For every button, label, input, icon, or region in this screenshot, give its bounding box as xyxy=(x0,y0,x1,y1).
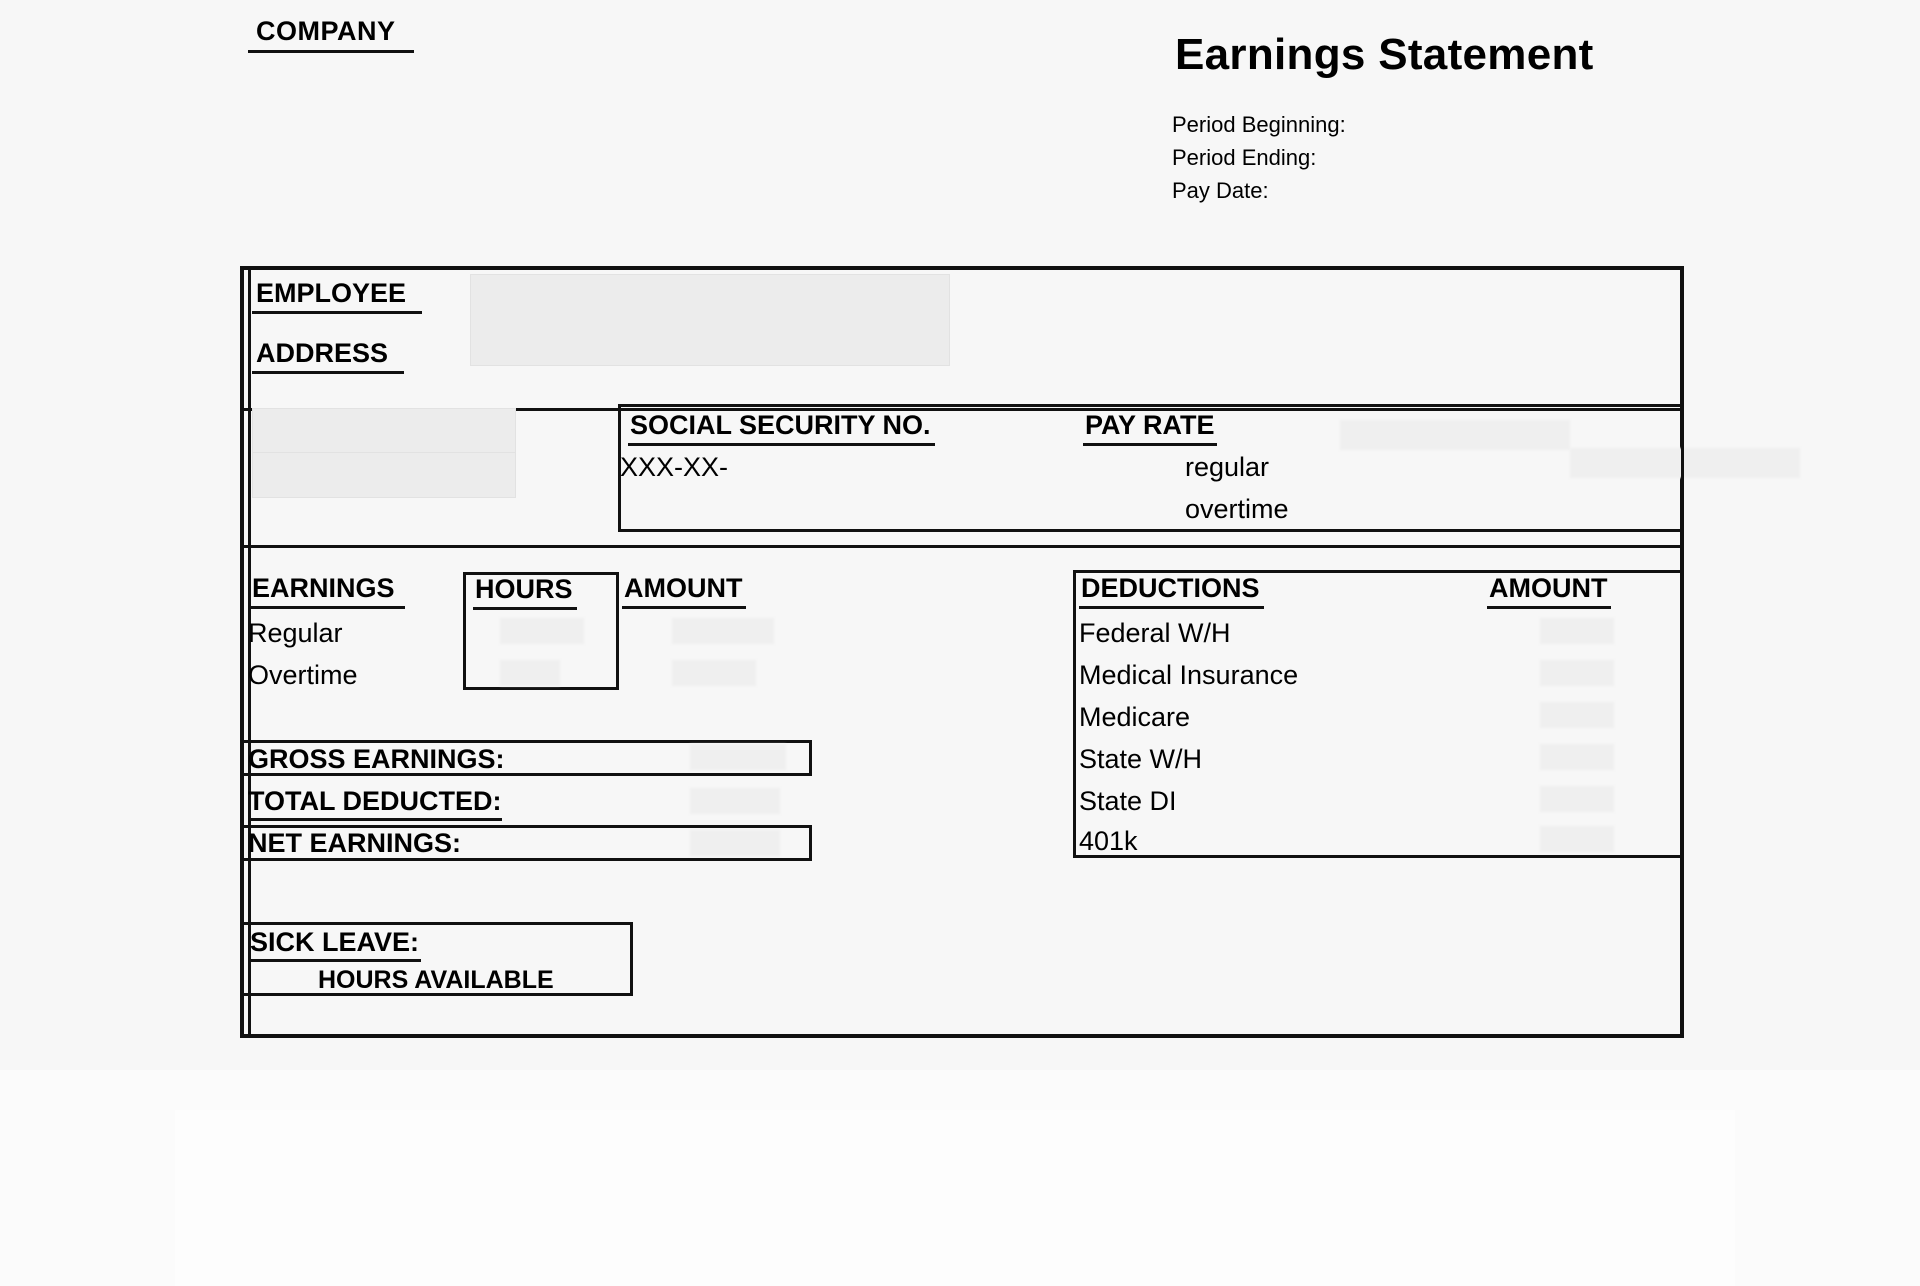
period-block xyxy=(1172,108,1346,207)
deduction-amount-redacted-2 xyxy=(1540,660,1614,686)
earnings-row-regular: Regular xyxy=(248,618,343,648)
company-label: COMPANY xyxy=(248,16,414,53)
deduction-amount-redacted-6 xyxy=(1540,826,1614,852)
pay-rate-regular-label: regular xyxy=(1185,452,1270,482)
deduction-row-state-wh: State W/H xyxy=(1079,744,1203,774)
divider-identity-bottom xyxy=(240,545,1684,548)
deductions-heading: DEDUCTIONS xyxy=(1079,573,1264,609)
deduction-amount-redacted-1 xyxy=(1540,618,1614,644)
earnings-overtime-hours-redacted xyxy=(500,660,560,686)
pay-rate-overtime-label: overtime xyxy=(1185,494,1289,524)
period-ending-label: Period Ending: xyxy=(1172,145,1317,170)
pay-rate-label: PAY RATE xyxy=(1083,410,1217,446)
deduction-row-medical-insurance: Medical Insurance xyxy=(1079,660,1299,690)
pay-date-label: Pay Date: xyxy=(1172,178,1269,203)
ssn-value: XXX-XX- xyxy=(620,452,729,482)
page-bottom-shade-inner xyxy=(175,1110,1735,1286)
deduction-amount-redacted-5 xyxy=(1540,786,1614,812)
net-earnings-label: NET EARNINGS: xyxy=(248,828,462,858)
employee-label: EMPLOYEE xyxy=(252,278,422,314)
earnings-heading: EARNINGS xyxy=(248,573,405,609)
deduction-row-federal-wh: Federal W/H xyxy=(1079,618,1231,648)
page-title: Earnings Statement xyxy=(1175,30,1594,79)
deduction-row-state-di: State DI xyxy=(1079,786,1177,816)
deduction-amount-redacted-4 xyxy=(1540,744,1614,770)
sick-leave-label: SICK LEAVE: xyxy=(248,927,421,962)
sick-leave-hours-available-label: HOURS AVAILABLE xyxy=(318,966,554,994)
earnings-regular-hours-redacted xyxy=(500,618,584,644)
earnings-overtime-amount-redacted xyxy=(672,660,756,686)
divider-left-rule xyxy=(248,270,251,1034)
gross-earnings-value-redacted xyxy=(690,744,786,770)
total-deducted-value-redacted xyxy=(690,788,780,814)
deduction-row-401k: 401k xyxy=(1079,826,1138,856)
total-deducted-label: TOTAL DEDUCTED: xyxy=(248,786,502,821)
gross-earnings-label: GROSS EARNINGS: xyxy=(248,744,505,774)
employee-field-redacted-1 xyxy=(252,408,516,454)
deductions-amount-header: AMOUNT xyxy=(1487,573,1611,609)
net-earnings-value-redacted xyxy=(690,830,780,856)
earnings-regular-amount-redacted xyxy=(672,618,774,644)
hours-column-header: HOURS xyxy=(473,574,577,610)
earnings-row-overtime: Overtime xyxy=(248,660,358,690)
address-label: ADDRESS xyxy=(252,338,404,374)
deduction-amount-redacted-3 xyxy=(1540,702,1614,728)
employee-field-redacted-2 xyxy=(252,452,516,498)
employee-name-redacted xyxy=(470,274,950,366)
deduction-row-medicare: Medicare xyxy=(1079,702,1191,732)
earnings-amount-header: AMOUNT xyxy=(622,573,746,609)
period-beginning-label: Period Beginning: xyxy=(1172,112,1346,137)
ssn-label: SOCIAL SECURITY NO. xyxy=(628,410,935,446)
